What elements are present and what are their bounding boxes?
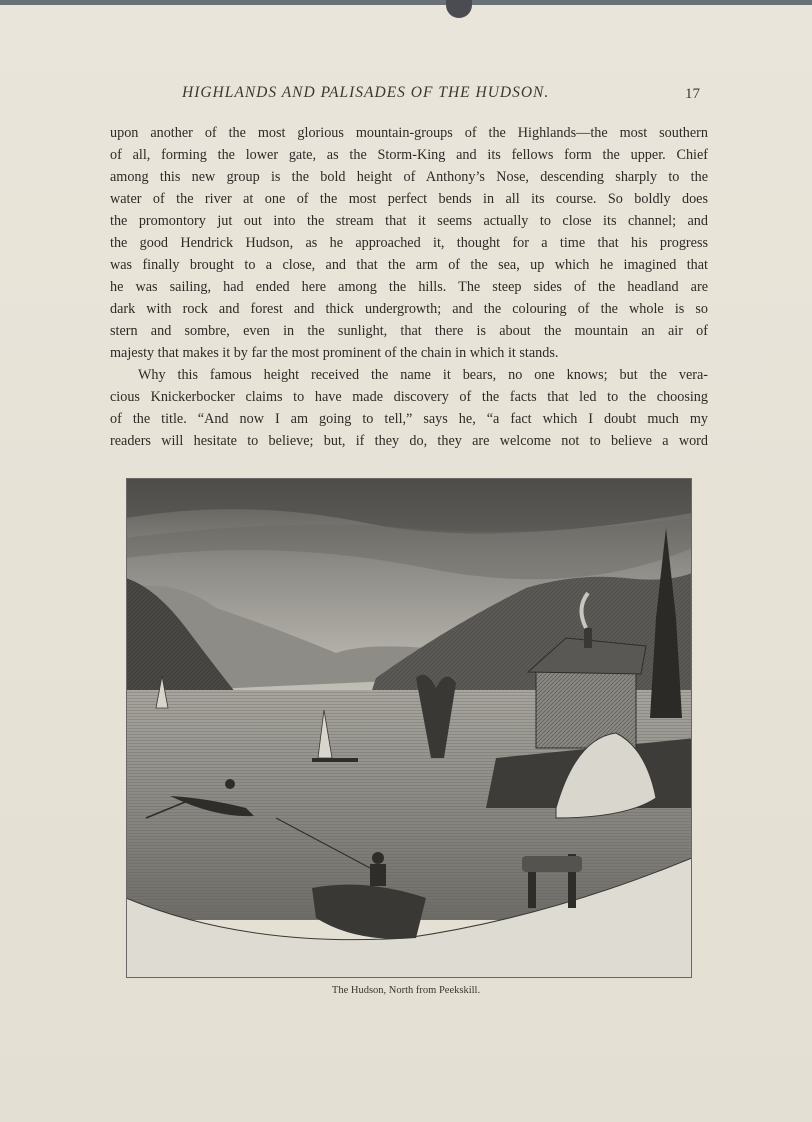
body-text [110,122,708,452]
text-line: among this new group is the bold height of Anthony’s Nose, descending sharply to the [110,169,708,185]
figure-caption: The Hudson, North from Peekskill. [331,985,481,996]
text-line: water of the river at one of the most perfect bends in all its course. So boldly does [110,191,708,207]
text-line: majesty that makes it by far the most prominent of the chain in which it stands. [110,345,559,361]
running-title: HIGHLANDS AND PALISADES OF THE HUDSON. [182,84,550,101]
text-line: stern and sombre, even in the sunlight, that there is about the mountain an air of [110,323,708,339]
engraving-illustration [126,478,692,978]
running-head [110,84,708,106]
text-line: upon another of the most glorious mountain-groups of the Highlands—the most southern [110,125,708,141]
text-line: of the title. “And now I am going to tell,” says he, “a fact which I doubt much my [110,411,708,427]
text-line: of all, forming the lower gate, as the Storm-King and its fellows form the upper. Chief [110,147,708,163]
text-line: dark with rock and forest and thick undergrowth; and the colouring of the whole is so [110,301,708,317]
text-line: readers will hesitate to believe; but, if they do, they are welcome not to believe a word [110,433,708,449]
engraving-image [126,478,692,978]
scan-edge [0,0,812,5]
text-line: the good Hendrick Hudson, as he approached it, thought for a time that his progress [110,235,708,251]
text-line: was finally brought to a close, and that the arm of the sea, up which he imagined that [110,257,708,273]
text-line: the promontory jut out into the stream that it seems actually to close its channel; and [110,213,708,229]
binding-hole [446,0,472,18]
fisherman [372,852,384,864]
text-line: Why this famous height received the name it bears, no one knows; but the vera- [138,367,708,383]
text-line: cious Knickerbocker claims to have made discovery of the facts that led to the choosing [110,389,708,405]
text-line: he was sailing, had ended here among the hills. The steep sides of the headland are [110,279,708,295]
page-number: 17 [685,86,700,102]
